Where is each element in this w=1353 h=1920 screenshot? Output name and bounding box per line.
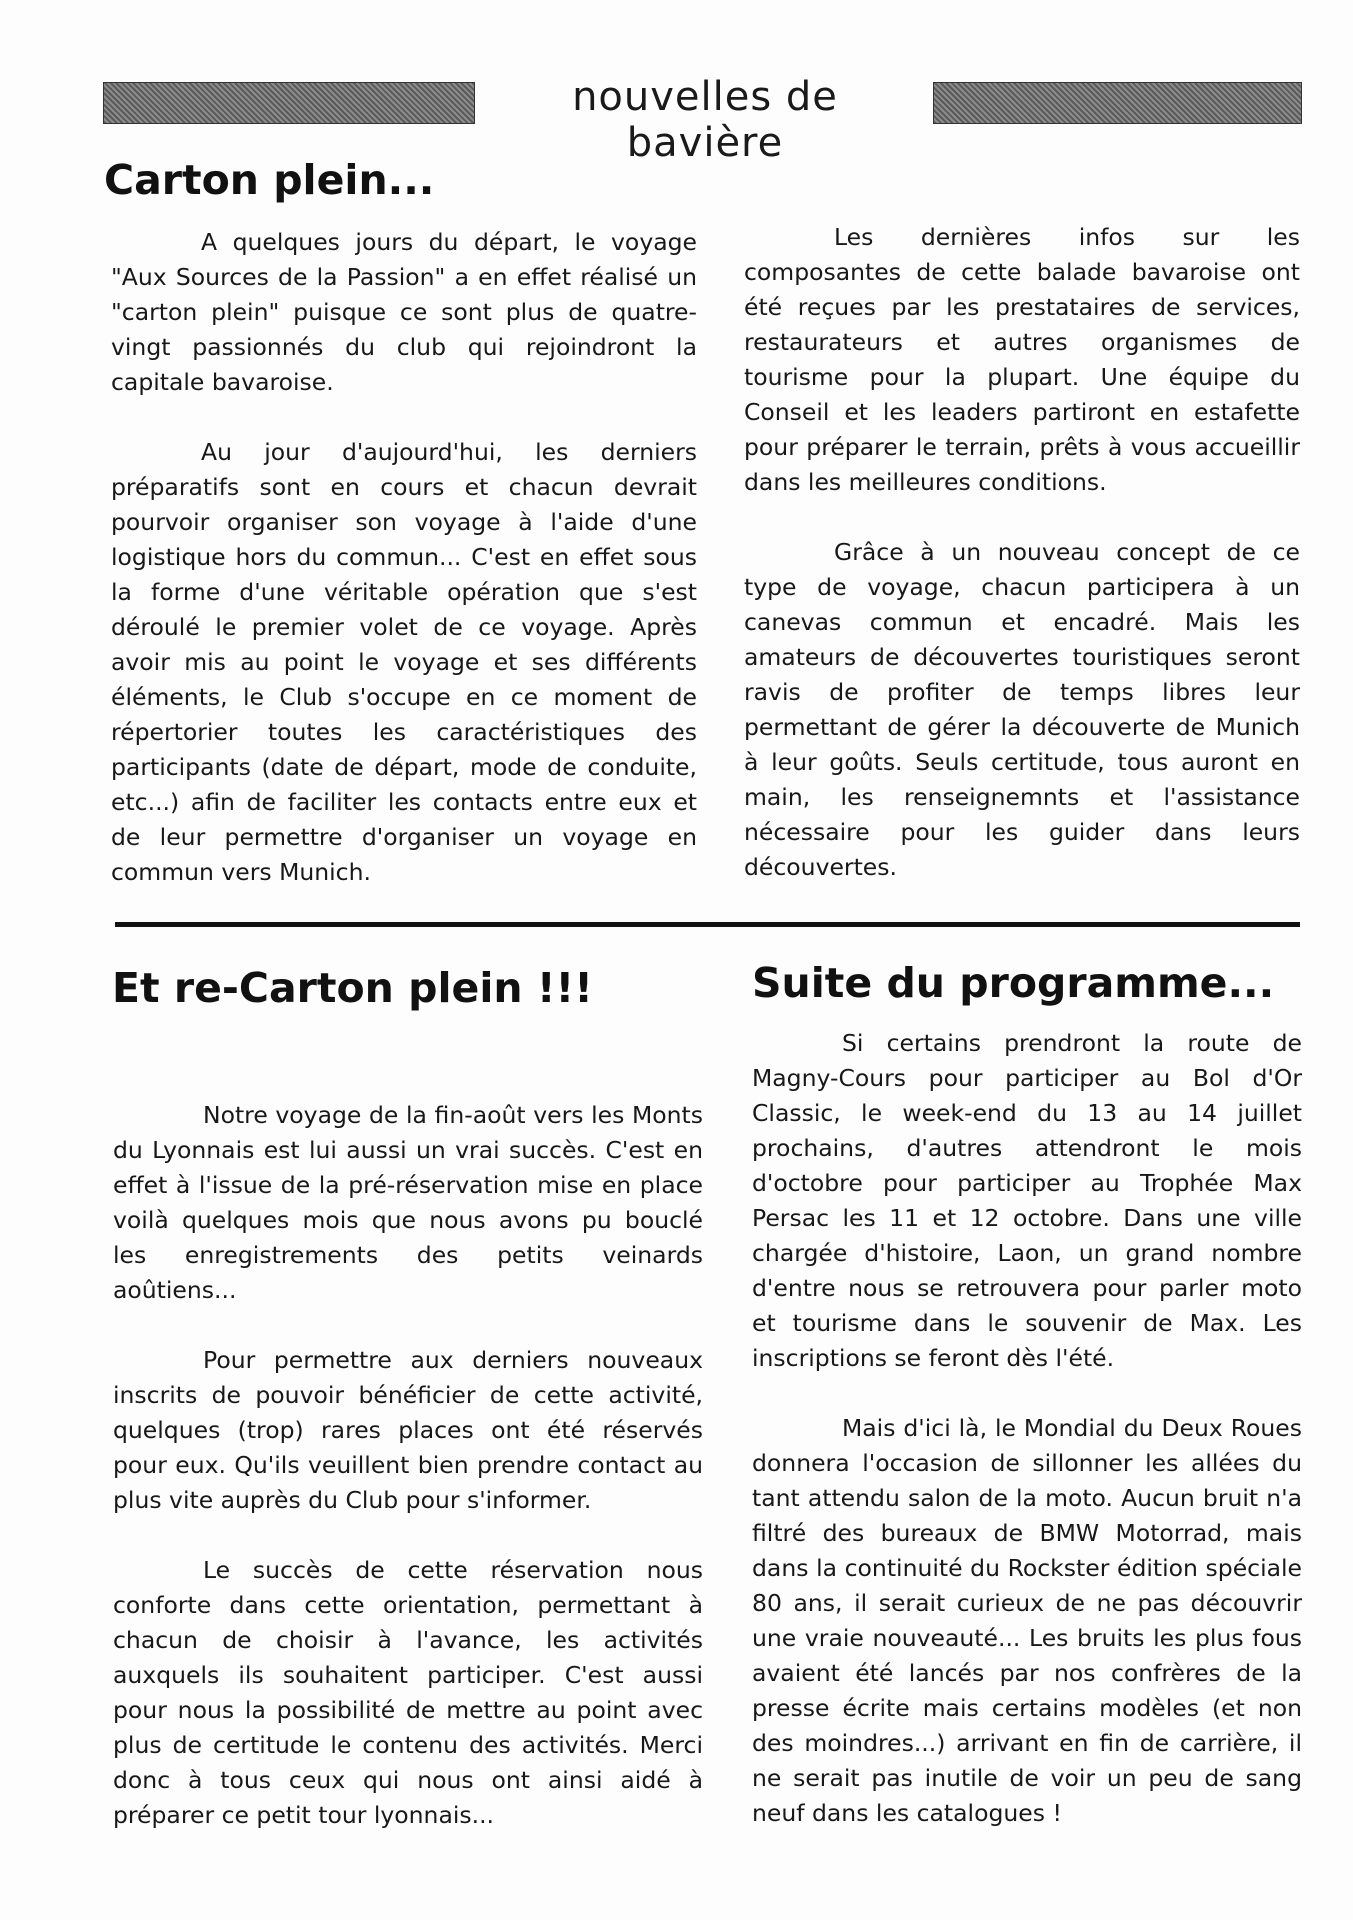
header-band-left	[103, 82, 475, 124]
article-title-re-carton-plein: Et re-Carton plein !!!	[112, 964, 593, 1012]
section-divider	[115, 922, 1300, 927]
article-paragraph: Pour permettre aux derniers nouveaux inscrits de pouvoir bénéficier de cette activité, quelques (trop) rares places ont été réservés pour eux. Qu'ils veuillent bien prendre contact au plus vite auprès du Club pour s'informer.	[113, 1346, 703, 1514]
article-suite-programme-column	[752, 1026, 1302, 1831]
article-title-carton-plein: Carton plein...	[104, 156, 435, 204]
article-paragraph: Grâce à un nouveau concept de ce type de voyage, chacun participera à un canevas commun et encadré. Mais les amateurs de découvertes touristiques seront ravis de profiter de temps libres leur permettant de gérer la découverte de Munich à leur goûts. Seuls certitude, tous auront en main, les renseignemnts et l'assistance nécessaire pour les guider dans leurs découvertes.	[744, 538, 1300, 881]
article-paragraph: A quelques jours du départ, le voyage "Aux Sources de la Passion" a en effet réalisé un "carton plein" puisque ce sont plus de quatre-vingt passionnés du club qui rejoindront la capitale bavaroise.	[111, 228, 697, 396]
article-carton-plein-right-column	[744, 220, 1300, 885]
article-carton-plein-left-column	[111, 225, 697, 890]
article-paragraph: Les dernières infos sur les composantes de cette balade bavaroise ont été reçues par les prestataires de services, restaurateurs et autres organismes de tourisme pour la plupart. Une équipe du Conseil et les leaders partiront en estafette pour préparer le terrain, prêts à vous accueillir dans les meilleures conditions.	[744, 223, 1300, 496]
section-title: nouvelles de bavière	[572, 74, 838, 166]
header-band-right	[933, 82, 1302, 124]
article-paragraph: Mais d'ici là, le Mondial du Deux Roues donnera l'occasion de sillonner les allées du tant attendu salon de la moto. Aucun bruit n'a filtré des bureaux de BMW Motorrad, mais dans la continuité du Rockster édition spéciale 80 ans, il serait curieux de ne pas découvrir une vraie nouveauté... Les bruits les plus fous avaient été lancés par nos confrères de la presse écrite mais certains modèles (et non des moindres...) arrivant en fin de carrière, il ne serait pas inutile de voir un peu de sang neuf dans les catalogues !	[752, 1414, 1302, 1827]
article-paragraph: Si certains prendront la route de Magny-Cours pour participer au Bol d'Or Classic, le week-end du 13 au 14 juillet prochains, d'autres attendront le mois d'octobre pour participer au Trophée Max Persac les 11 et 12 octobre. Dans une ville chargée d'histoire, Laon, un grand nombre d'entre nous se retrouvera pour parler moto et tourisme dans le souvenir de Max. Les inscriptions se feront dès l'été.	[752, 1029, 1302, 1372]
article-paragraph: Notre voyage de la fin-août vers les Monts du Lyonnais est lui aussi un vrai succès. C'est en effet à l'issue de la pré-réservation mise en place voilà quelques mois que nous avons pu bouclé les enregistrements des petits veinards aoûtiens...	[113, 1101, 703, 1304]
article-title-suite-programme: Suite du programme...	[752, 959, 1275, 1007]
article-paragraph: Au jour d'aujourd'hui, les derniers préparatifs sont en cours et chacun devrait pourvoir organiser son voyage à l'aide d'une logistique hors du commun... C'est en effet sous la forme d'une véritable opération que s'est déroulé le premier volet de ce voyage. Après avoir mis au point le voyage et ses différents éléments, le Club s'occupe en ce moment de répertorier toutes les caractéristiques des participants (date de départ, mode de conduite, etc...) afin de faciliter les contacts entre eux et de leur permettre d'organiser un voyage en commun vers Munich.	[111, 438, 697, 886]
article-paragraph: Le succès de cette réservation nous conforte dans cette orientation, permettant à chacun de choisir à l'avance, les activités auxquels ils souhaitent participer. C'est aussi pour nous la possibilité de mettre au point avec plus de certitude le contenu des activités. Merci donc à tous ceux qui nous ont ainsi aidé à préparer ce petit tour lyonnais...	[113, 1556, 703, 1829]
article-re-carton-plein-column	[113, 1098, 703, 1833]
